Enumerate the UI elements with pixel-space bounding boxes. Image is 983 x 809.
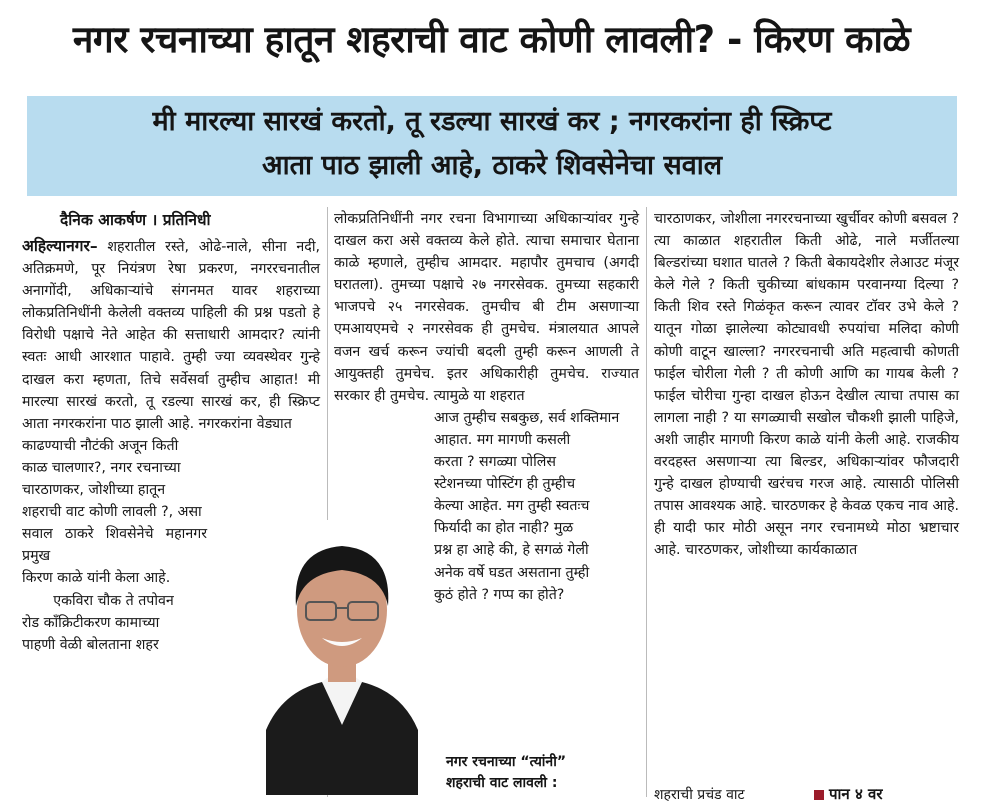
article-line: अनेक वर्षे घडत असताना तुम्ही [434,564,590,581]
article-line: रोड काँक्रिटीकरण कामाच्या [22,614,160,631]
portrait-photo [262,520,422,795]
article-line: काढण्याची नौटंकी अजून किती [22,437,179,454]
subheadline-box [27,96,957,196]
text-wrap-block [434,407,639,606]
article-line: कुठं होते ? गप्प का होते? [434,586,565,603]
paragraph-text: शहरातील रस्ते, ओढे-नाले, सीना नदी, अतिक्रमणे, पूर नियंत्रण रेषा प्रकरण, नगररचनातील अनागोंदी, अधिकाऱ्यांचे संगनमत यावर शहराच्या लोकप्रतिनिधींनी केलेली वक्तव्य पाहिली की प्रश्न पडतो हे विरोधी पक्षाचे नेते आहेत की सत्ताधारी आमदार? त्यांनी स्वतः आधी आरशात पाहावे. तुम्ही ज्या व्यवस्थेवर गुन्हे दाखल करा म्हणता, तिचे सर्वेसर्वा तुम्हीच आहात! मी मारल्या सारखं करतो, तू रडल्या सारखं कर, ही स्क्रिप्ट आता नगरकरांना पाठ झाली आहे. नगरकरांना वेड्यात [22,239,320,432]
article-paragraph: चारठाणकर, जोशीला नगररचनाच्या खुर्चीवर कोणी बसवल ? त्या काळात शहरातील किती ओढे, नाले मर्जीतल्या बिल्डरांच्या घशात घातले ? किती बेकायदेशीर लेआउट मंजूर केले गेले ? किती चुकीच्या बांधकाम परवानग्या दिल्या ? किती शिव रस्ते गिळंकृत करून त्यावर टॉवर उभे केले ? यातून गोळा झालेल्या कोट्यावधी रुपयांचा मलिदा कोणी कोणी वाटून खाल्ला? नगररचनाची अति महत्वाची कोणती फाईल चोरीला गेली ? ती कोणी आणि का गायब केली ? फाईल चोरीचा गुन्हा दाखल होऊन देखील त्याचा तपास का लागला नाही ? या सगळ्याची सखोल चौकशी झाली पाहिजे, अशी जाहीर मागणी किरण काळे यांनी केली आहे. राजकीय वरदहस्त असणाऱ्या त्या बिल्डर, अधिकाऱ्यांवर फौजदारी गुन्हे दाखल होण्याची खरंचच गरज आहे. त्यासाठी पोलिसी तपास आवश्यक आहे. चारठणकर हे केवळ एकच नाव आहे. ही यादी फार मोठी असून नगर रचनामध्ये मोठा भ्रष्टाचार आहे. चारठणकर, जोशीच्या कार्यकाळात [654,211,959,559]
column-divider [646,207,647,797]
headline: नगर रचनाच्या हातून शहराची वाट कोणी लावली? - किरण काळे [72,18,911,61]
subhead-line-2: शहराची वाट लावली : [446,775,558,791]
continued-label: पान ४ वर [829,785,883,803]
article-line: एकविरा चौक ते तपोवन [53,592,174,609]
article-line: सवाल ठाकरे शिवसेनेचे महानगर प्रमुख [22,526,207,565]
article-line: किरण काळे यांनी केला आहे. [22,570,171,587]
article-line: केल्या आहेत. मग तुम्ही स्वतःच [434,498,590,515]
subheadline-line-1: मी मारल्या सारखं करतो, तू रडल्या सारखं कर ; नगरकरांना ही स्क्रिप्ट [152,106,832,137]
last-line: शहराची प्रचंड वाट [654,787,745,803]
article-line: स्टेशनच्या पोस्टिंग ही तुम्हीच [434,476,576,493]
dateline: अहिल्यानगर– [22,237,98,255]
article-line: पाहणी वेळी बोलताना शहर [22,636,159,653]
article-paragraph [22,235,320,435]
article-line: फिर्यादी का होत नाही? मुळ [434,520,574,537]
article-line: चारठाणकर, जोशीच्या हातून [22,482,166,499]
article-line: आज तुम्हीच सबकुछ, सर्व शक्तिमान [434,409,620,426]
section-subhead [446,752,566,794]
byline: दैनिक आकर्षण । प्रतिनिधी [60,211,211,229]
article-line: आहात. मग मागणी कसली [434,431,571,448]
article-column-3 [654,208,959,562]
article-paragraph: लोकप्रतिनिधींनी नगर रचना विभागाच्या अधिकाऱ्यांवर गुन्हे दाखल करा असे वक्तव्य केले होते. त्याचा समाचार घेताना काळे म्हणाले, तुम्हीच आमदार. महापौर तुमचाच (अगदी घरातला). तुमच्या पक्षाचे २७ नगरसेवक. तुमच्या सहकारी भाजपचे २५ नगरसेवक. तुमचीच बी टीम असणाऱ्या एमआयएमचे २ नगरसेवक ही तुमचेच. मंत्रालयात आपले वजन खर्च करून ज्यांची बदली तुम्ही करून आणली ते आयुक्तही तुमचेच. इतर अधिकारीही तुमचेच. राज्यात सरकार ही तुमचेच. त्यामुळे या शहरात [334,211,639,404]
subhead-line-1: नगर रचनाच्या “त्यांनी” [446,754,567,770]
article-line: करता ? सगळ्या पोलिस [434,454,556,471]
square-marker-icon [814,790,824,800]
subheadline-line-2: आता पाठ झाली आहे, ठाकरे शिवसेनेचा सवाल [261,150,723,181]
person-portrait-icon [262,520,422,795]
continued-on-page [814,784,882,804]
article-line: प्रश्न हा आहे की, हे सगळं गेली [434,542,589,559]
article-line: शहराची वाट कोणी लावली ?, असा [22,504,202,521]
article-line: काळ चालणार?, नगर रचनाच्या [22,459,181,476]
